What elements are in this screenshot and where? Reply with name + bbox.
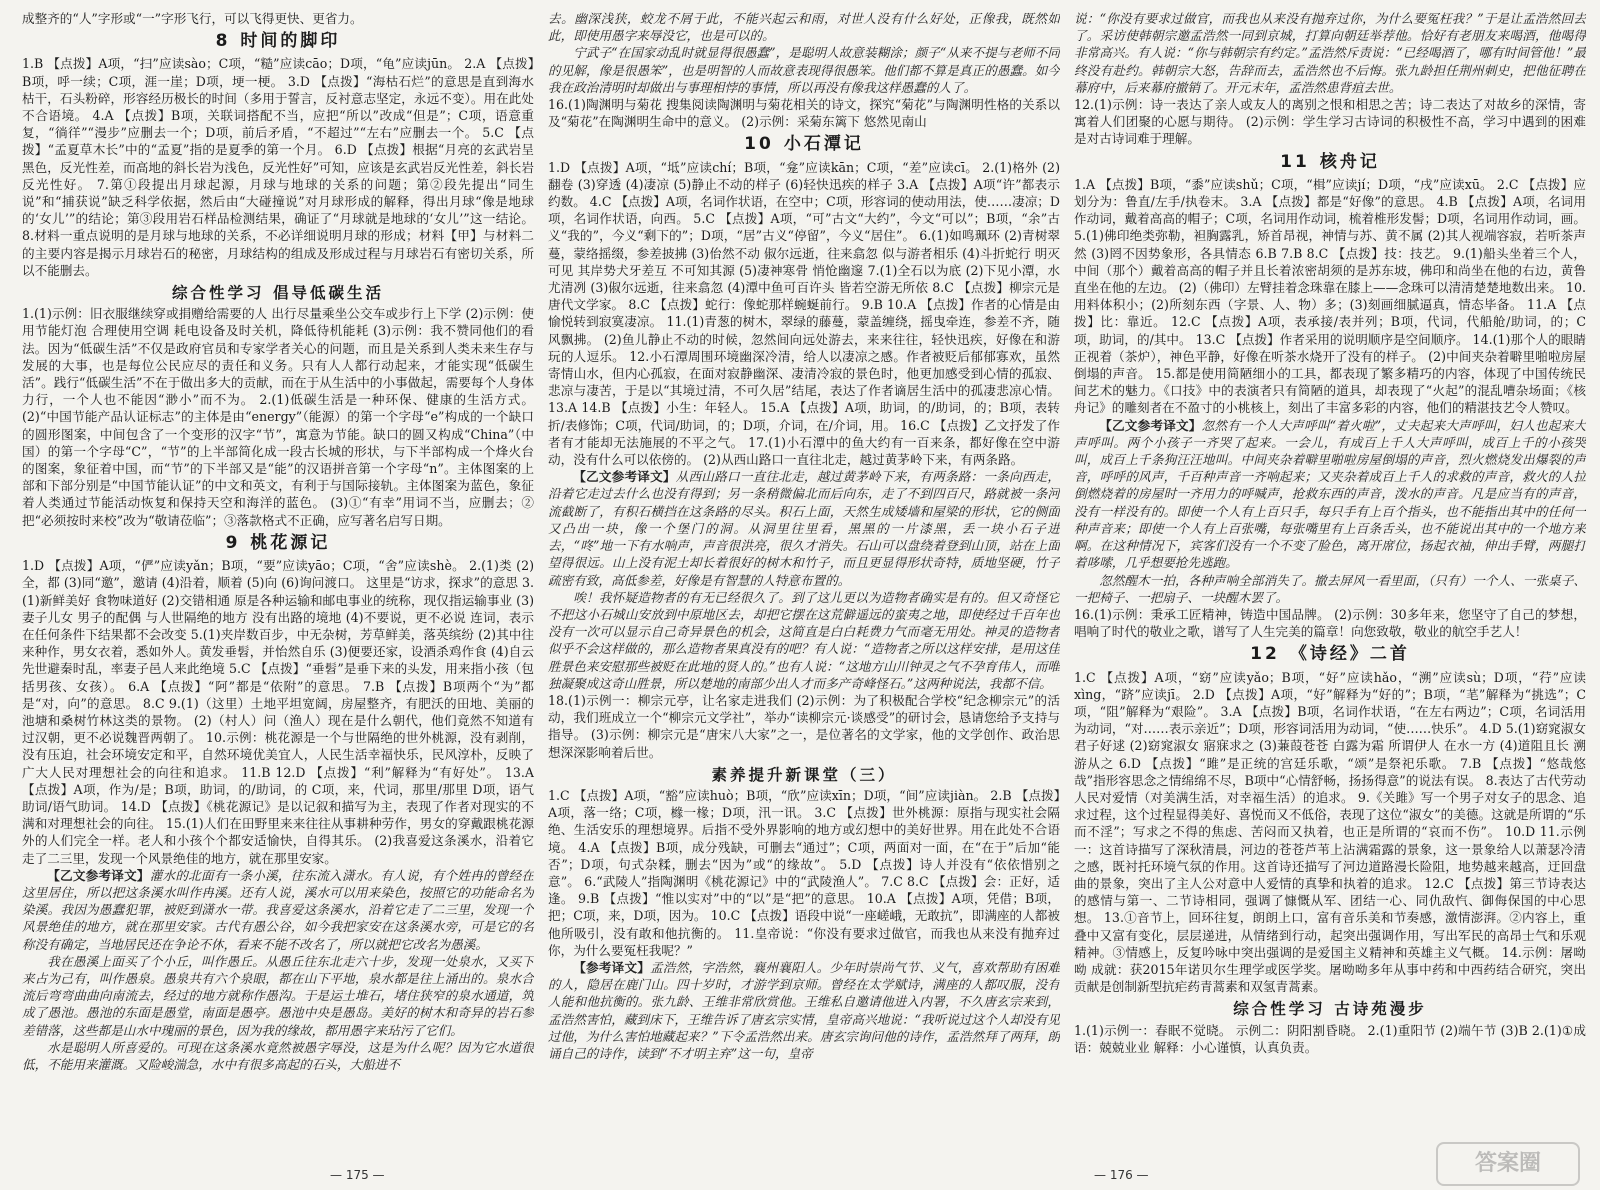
translation-continued xyxy=(548,10,1060,96)
section-8-answers: 1.B 【点拨】A项，“扫”应读sào；C项，“糙”应读cāo；D项，“龟”应读jūn。 2.A 【点拨】B项，呼一续；C项，涯一崖；D项，埂一梗。 3.D 【点拨】“海枯石烂”的意思是直到海水枯干，石头粉碎，形容经历极长的时间（多用于誓言，反衬意志坚定，永远不变）。用在此处不合语境。 4.A 【点拨】B项，关联词搭配不当，应把“所以”改成“但是”；C项，语意重复，“徜徉”“漫步”应删去一个；D项，前后矛盾，“不超过”“左右”应删去一个。 5.C 【点拨】“孟夏草木长”中的“孟夏”指的是夏季的第一个月。 6.D 【点拨】根据“月亮的玄武岩呈黑色，反光性差，而高地的斜长岩为浅色，反光性好”可知，应该是玄武岩反光性差，斜长岩反光性好。 7.第①段提出月球起源，月球与地球的关系的问题；第②段先提出“同生说”和“捕获说”缺乏科学依据，然后由“大碰撞说”对月球形成的解释，得出月球“像是地球的‘女儿’”的结论；第③段用岩石样品检测结果，确证了“月球就是地球的‘女儿’”这一结论。 8.材料一重点说明的是月球与地球的关系，不必详细说明月球的形成；材料【甲】与材料二的主要内容是揭示月球岩石的秘密，月球结构的组成及形成过程与月球岩石有密切关系，所以不能删去。 xyxy=(22,56,534,278)
section-title-10: 10 小石潭记 xyxy=(744,134,864,155)
column-left xyxy=(22,10,534,1150)
translation-block-1 xyxy=(22,867,534,1073)
comprehensive-study-title-3: 综合性学习 古诗苑漫步 xyxy=(1233,999,1427,1019)
question-18-answer: 18.(1)示例一：柳宗元亭，让名家走进我们 (2)示例：为了积极配合学校“纪念柳宗元”的活动，我们班成立一个“柳宗元文学社”，举办“读柳宗元·谈感受”的研讨会，恳请您给予支持与指导。 (3)示例：柳宗元是“唐宋八大家”之一，是位著名的文学家，他的文学创作、政治思想深深影响着后世。 xyxy=(548,692,1060,760)
literacy-class-title: 素养提升新课堂（三） xyxy=(711,764,897,784)
question-16-answer: 16.(1)陶渊明与菊花 搜集阅读陶渊明与菊花相关的诗文，探究“菊花”与陶渊明性格的关系以及“菊花”在陶渊明生命中的意义。 (2)示例：采菊东篱下 悠然见南山 xyxy=(548,97,1060,130)
literacy-class-answers: 1.C 【点拨】A项，“豁”应读huò；B项，“欣”应读xīn；D项，“间”应读jiàn。 2.B 【点拨】A项，落一络；C项，橼一椽；D项，汛一讯。 3.C 【点拨】世外桃源：原指与现实社会隔绝、生活安乐的理想境界。后指不受外界影响的地方或幻想中的美好世界。用在此处不合语境。 4.A 【点拨】B项，成分残缺，可删去“通过”；C项，两面对一面，在“在于”后加“能否”；D项，句式杂糅，删去“因为”或“的缘故”。 5.D 【点拨】诗人并没有“依依惜别之意”。 6.“武陵人”指陶渊明《桃花源记》中的“武陵渔人”。 7.C 8.C 【点拨】会：正好，适逢。 9.B 【点拨】“惟以实对”中的“以”是“把”的意思。 10.A 【点拨】A项，凭借；B项，把；C项，来，D项，因为。 10.C 【点拨】语段中说“一座嵯峨，无敢抗”，即满座的人都被他所吸引，没有敢和他抗衡的。 11.皇帝说：“你没有要求过做官，而我也从来没有抛弃过你，为什么要冤枉我呢？” xyxy=(548,787,1060,958)
translation-ref-label: 【乙文参考译文】 xyxy=(1099,417,1202,433)
comprehensive-study-title-1: 综合性学习 倡导低碳生活 xyxy=(172,283,384,303)
comprehensive-1-answers: 1.(1)示例：旧衣服继续穿或捐赠给需要的人 出行尽量乘坐公交车或步行上下学 (2)示例：使用节能灯泡 合理使用空调 耗电设备及时关机，降低待机能耗 (3)示例：我不赞同他们的看法。因为“低碳生活”不仅是政府官员和专家学者关心的问题，而且是关系到人类未来生存与发展的大事，也是每位公民应尽的责任和义务。只有人人都行动起来，才能实现“低碳生活”。践行“低碳生活”不在于做出多大的贡献，而在于从生活中的小事做起，需要每个人身体力行，一个人也不能因“渺小”而不为。 2.(1)低碳生活是一种环保、健康的生活方式。 (2)“中国节能产品认证标志”的主体是由“energy”（能源）的第一个字母“e”构成的一个缺口的圆形图案，中间包含了一个变形的汉字“节”，寓意为节能。缺口的圆又构成“China”（中国）的第一个字母“C”，“节”的上半部简化成一段古长城的形状，与下半部构成一个烽火台的图案，象征着中国，而“节”的下半部又是“能”的汉语拼音第一个字母“n”。主体图案的上部和下部分别是“中国节能认证”的中文和英文，有利于与国际接轨。主体图案为蓝色，象征着人类通过节能活动恢复和保持天空和海洋的蓝色。 (3)①“有幸”用词不当，应删去；②把“必须按时来校”改为“敬请莅临”；③落款格式不正确，应写著名启写日期。 xyxy=(22,306,534,528)
translation-ref-label: 【乙文参考译文】 xyxy=(47,867,150,883)
continued-translation: 说：“你没有要求过做官，而我也从来没有抛弃过你，为什么要冤枉我？”于是让孟浩然回去了。采访使韩朝宗邀孟浩然一同到京城，打算向朝廷举荐他。恰好有老朋友来喝酒，他喝得非常高兴。有人说：“你与韩朝宗有约定。”孟浩然斥责说：“已经喝酒了，哪有时间管他！”最终没有赴约。韩朝宗大怒，告辞而去，孟浩然也不后悔。张九龄担任荆州刺史，把他征聘在幕府中，后来幕府撤销了。开元末年，孟浩然患背疽去世。 xyxy=(1074,11,1586,95)
translation-paragraph: 我在愚溪上面买了个小丘，叫作愚丘。从愚丘往东北走六十步，发现一处泉水，又买下来占为己有，叫作愚泉。愚泉共有六个泉眼，都在山下平地，泉水都是往上涌出的。泉水合流后弯弯曲曲向南流去，经过的地方就称作愚沟。于是运土堆石，堵住狭窄的泉水通道，筑成了愚池。愚池的东面是愚堂，南面是愚亭。愚池中央是愚岛。美好的树木和奇异的岩石参差错落，这些都是山水中瑰丽的景色，因为我的缘故，都用愚字来玷污了它们。 xyxy=(22,953,534,1038)
translation-paragraph: 去。幽深浅狭，蛟龙不屑于此，不能兴起云和雨，对世人没有什么好处，正像我，既然如此，即使用愚字来辱没它，也是可以的。 xyxy=(548,11,1060,44)
translation-block-4 xyxy=(1074,417,1586,606)
translation-paragraph: 忽然有一个人大声呼叫“着火啦”，丈夫起来大声呼叫，妇人也起来大声呼叫。两个小孩子一齐哭了起来。一会儿，有成百上千人大声呼叫，成百上千的小孩哭叫，成百上千条狗汪汪地叫。中间夹杂着噼里啪啦房屋倒塌的声音，烈火燃烧发出爆裂的声音，呼呼的风声，千百种声音一齐响起来；又夹杂着成百上千人的求救的声音，救火的人拉倒燃烧着的房屋时一齐用力的呼喊声，抢救东西的声音，泼水的声音。凡是应当有的声音，没有一样没有的。即使一个人有上百只手，每只手有上百个指头，也不能指出其中的任何一种声音来；即使一个人有上百张嘴，每张嘴里有上百条舌头，也不能说出其中的一个地方来啊。在这种情况下，宾客们没有一个不变了脸色，离开席位，扬起衣袖，伸出手臂，两腿打着哆嗦，几乎想要抢先逃跑。 xyxy=(1074,417,1586,571)
section-10-answers: 1.D 【点拨】A项，“坻”应读chí；B项，“龛”应读kān；C项，“差”应读cī。 2.(1)格外 (2)翻卷 (3)穿透 (4)凄凉 (5)静止不动的样子 (6)轻快迅疾的样子 3.A 【点拨】A项“许”都表示约数。 4.C 【点拨】A项，名词作状语，在空中；C项，形容词的使动用法，使……凄凉；D项，名词作状语，向西。 5.C 【点拨】A项，“可”古文“大约”，今文“可以”；B项，“余”古义“我的”，今义“剩下的”；D项，“居”古义“停留”，今义“居住”。 6.(1)如鸣珮环 (2)青树翠蔓，蒙络摇缀，参差披拂 (3)佁然不动 俶尔远逝，往来翕忽 似与游者相乐 (4)斗折蛇行 明灭可见 其岸势犬牙差互 不可知其源 (5)凄神寒骨 悄怆幽邃 7.(1)全石以为底 (2)下见小潭，水尤清冽 (3)俶尔远逝，往来翕忽 (4)潭中鱼可百许头 皆若空游无所依 8.C 【点拨】柳宗元是唐代文学家。 8.C 【点拨】蛇行：像蛇那样蜿蜒前行。 9.B 10.A 【点拨】作者的心情是由愉悦转到寂寞凄凉。 11.(1)青葱的树木，翠绿的藤蔓，蒙盖缠绕，摇曳牵连，参差不齐，随风飘拂。 (2)鱼儿静止不动的时候，忽然间向远处游去，来来往往，轻快迅疾，好像在和游玩的人逗乐。 12.小石潭周围环境幽深冷清，给人以凄凉之感。作者被贬后郁郁寡欢，虽然寄情山水，但内心孤寂，在面对寂静幽深、凄清冷寂的景色时，他更加感受到心情的孤寂、悲凉与凄苦，于是以“其境过清，不可久居”结尾，表达了作者谪居生活中的孤凄悲凉心情。 13.A 14.B 【点拨】小生：年轻人。 15.A 【点拨】A项，助词，的/助词，的；B项，表转折/表修饰；C项，代词/助词，的；D项，介词，在/介词，用。 16.C 【点拨】乙文抒发了作者有才能却无法施展的不平之气。 17.(1)小石潭中的鱼大约有一百来条，都好像在空中游动，没有什么可以依傍的。 (2)从西山路口一直往北走，越过黄茅岭下来，有两条路。 xyxy=(548,159,1060,468)
column-middle xyxy=(548,10,1060,1150)
column-right xyxy=(1074,10,1586,1150)
translation-block-3 xyxy=(548,959,1060,1062)
page-number-left: — 175 — xyxy=(330,1168,385,1182)
section-12-answers: 1.C 【点拨】A项，“窈”应读yǎo；B项，“好”应读hǎo，“溯”应读sù；D项，“荇”应读xìng，“跻”应读jī。 2.D 【点拨】A项，“好”解释为“好的”；B项，“芼”解释为“挑选”；C项，“阻”解释为“艰险”。 3.A 【点拨】B项，名词作状语，“在左右两边”；C项，名词活用为动词，“对……表示亲近”；D项，形容词活用为动词，“使……快乐”。 4.D 5.(1)窈窕淑女 君子好逑 (2)窈窕淑女 寤寐求之 (3)蒹葭苍苍 白露为霜 所谓伊人 在水一方 (4)道阻且长 溯游从之 6.D 【点拨】“雎”是正统的宫廷乐歌，“颂”是祭祀乐歌。 7.B 【点拨】“悠哉悠哉”指形容思念之情绵绵不尽，B项中“心情舒畅，扬扬得意”的说法有误。 8.表达了古代劳动人民对爱情（对美满生活，对幸福生活）的追求。 9.《关雎》写一个男子对女子的思念、追求过程，这个过程显得美好、喜悦而又不低俗，表现了这位“淑女”的美德。这就是所谓的“乐而不淫”；写求之不得的焦虑、苦闷而又执着，也正是所谓的“哀而不伤”。 10.D 11.示例一：这首诗描写了深秋清晨，河边的苍苍芦苇上沾满霜露的景象，这一景象给人以萧瑟冷清之感，既衬托环境气氛的作用。这首诗还描写了河边道路漫长险阻，地势越来越高，迂回盘曲的景象，突出了主人公对意中人爱情的真挚和执着的追求。 12.C 【点拨】第三节诗表达的感情与第一、二节诗相同，强调了慷慨从军、团结一心、同仇敌忾、御侮保国的中心思想。 13.①音节上，回环往复，朗朗上口，富有音乐美和节奏感，激情澎湃。②内容上，重叠中又富有变化，层层递进，从情绪到行动，起突出强调作用，写出军民的高昂士气和乐观精神。③情感上，反复吟咏中突出强调的是爱国主义精神和英雄主义气概。 14.示例：屠呦呦 成就：获2015年诺贝尔生理学或医学奖。屠呦呦多年从事中药和中西药结合研究，突出贡献是创制新型抗疟药青蒿素和双氢青蒿素。 xyxy=(1074,669,1586,995)
translation-paragraph: 水是聪明人所喜爱的。可现在这条溪水竟然被愚字辱没，这是为什么呢？因为它水道很低，不能用来灌溉。又险峻湍急，水中有很多高起的石头，大船进不 xyxy=(22,1039,534,1072)
translation-ref-label: 【参考译文】 xyxy=(573,959,651,975)
translation-paragraph: 忽然醒木一拍，各种声响全部消失了。撤去屏风一看里面，（只有）一个人、一张桌子、一把椅子、一把扇子、一块醒木罢了。 xyxy=(1074,572,1586,605)
section-9-answers: 1.D 【点拨】A项，“俨”应读yǎn；B项，“要”应读yāo；C项，“舍”应读shè。 2.(1)类 (2)全，都 (3)同“邀”，邀请 (4)沿着，顺着 (5)向 (6)询问渡口。 这里是“访求，探求”的意思 3.(1)新鲜美好 食物味道好 (2)交错相通 原是各种运输和邮电事业的统称，现仅指运输事业 (3)妻子儿女 男子的配偶 与人世隔绝的地方 没有出路的境地 (4)不要说，更不必说 连词，表示在任何条件下结果都不会改变 5.(1)夹岸数百步，中无杂树，芳草鲜美，落英缤纷 (2)其中往来种作，男女衣着，悉如外人。黄发垂髫，并怡然自乐 (3)便要还家，设酒杀鸡作食 (4)自云先世避秦时乱，率妻子邑人来此绝境 5.C 【点拨】“垂髫”是垂下来的头发，用来指小孩（包括男孩、女孩）。 6.A 【点拨】“阿”都是“依附”的意思。 7.B 【点拨】B项两个“为”都是“对，向”的意思。 8.C 9.(1)（这里）土地平坦宽阔，房屋整齐，有肥沃的田地、美丽的池塘和桑树竹林这类的景物。 (2)（村人）问（渔人）现在是什么朝代，他们竟然不知道有过汉朝，更不必说魏晋两朝了。 10.示例：桃花源是一个与世隔绝的世外桃源，没有剥削，没有压迫，社会环境安定和平，自然环境优美宜人，人民生活幸福快乐，民风淳朴，反映了广大人民对理想社会的向往和追求。 11.B 12.D 【点拨】“利”解释为“有好处”。 13.A 【点拨】A项，作为/是；B项，助词，的/助词，的 C项，来，代词，那里/那里 D项，语气助词/语气助词。 14.D 【点拨】《桃花源记》是以记叙和描写为主，表现了作者对现实的不满和对理想社会的向往。 15.(1)人们在田野里来来往往从事耕种劳作，男女的穿戴跟桃花源外的人们完全一样。老人和小孩个个都安适愉快，自得其乐。 (2)我喜爱这条溪水，沿着它走了二三里，发现一个风景绝佳的地方，就在那里安家。 xyxy=(22,558,534,866)
translation-block-2 xyxy=(548,468,1060,692)
watermark-logo: 答案圈 xyxy=(1436,1142,1580,1186)
translation-paragraph: 宁武子“在国家动乱时就显得很愚蠢”，是聪明人故意装糊涂；颜子“从来不提与老师不同的见解，像是很愚笨”，也是明智的人而故意表现得很愚笨。他们都不算是真正的愚蠢。如今我在政治清明时却做出与事理相悖的事情，所以再没有像我这样愚蠢的人了。 xyxy=(548,45,1060,95)
page-number-right: — 176 — xyxy=(1094,1168,1149,1182)
section-title-9: 9 桃花源记 xyxy=(225,532,331,553)
section-title-11: 11 核舟记 xyxy=(1280,151,1380,172)
intro-text: 成整齐的“人”字形或“一”字形飞行，可以飞得更快、更省力。 xyxy=(22,11,363,26)
section-title-8: 8 时间的脚印 xyxy=(215,31,341,52)
translation-paragraph: 孟浩然，字浩然，襄州襄阳人。少年时崇尚气节、义气，喜欢帮助有困难的人，隐居在鹿门山。四十岁时，才游学到京师。曾经在太学赋诗，满座的人都叹服，没有人能和他抗衡的。张九龄、王维非常欣赏他。王维私自邀请他进入内署，不久唐玄宗来到，孟浩然害怕，藏到床下，王维告诉了唐玄宗实情，皇帝高兴地说：“我听说过这个人却没有见过他，为什么害怕地藏起来？”下令孟浩然出来。唐玄宗询问他的诗作，孟浩然拜了两拜，朗诵自己的诗作，读到“不才明主弃”这一句，皇帝 xyxy=(548,959,1060,1061)
section-11-answers: 1.A 【点拨】B项，“黍”应读shǔ；C项，“楫”应读jí；D项，“戌”应读xū。 2.C 【点拨】应划分为：鲁直/左手/执卷末。 3.A 【点拨】都是“好像”的意思。 4.B 【点拨】A项，名词用作动词，戴着高高的帽子；C项，名词用作动词，梳着椎形发髻；D项，名词用作动词，画。 5.(1)佛印绝类弥勒，袒胸露乳，矫首昂视，神情与苏、黄不属 (2)其人视端容寂，若听茶声然 (3)罔不因势象形，各具情态 6.B 7.B 8.C 【点拨】技：技艺。 9.(1)船头坐着三个人，中间（那个）戴着高高的帽子并且长着浓密胡须的是苏东坡，佛印和尚坐在他的右边，黄鲁直坐在他的左边。 (2)（佛印）左臂挂着念珠靠在膝上——念珠可以清清楚楚地数出来。 10.用料体积小；(2)所刻东西（字景、人、物）多；(3)刻画细腻逼真，情态毕备。 11.A 【点拨】比：靠近。 12.C 【点拨】A项，表承接/表并列；B项，代词，代船舱/助词，的；C项，助词，的/其中。 13.C 【点拨】作者采用的说明顺序是空间顺序。 14.(1)那个人的眼睛正视着（茶炉），神色平静，好像在听茶水烧开了没有的样子。 (2)中间夹杂着噼里啪啦房屋倒塌的声音。 15.都是使用简陋细小的工具，都表现了繁多精巧的内容，体现了中国传统民间艺术的魅力。《口技》中的表演者只有简陋的道具，却表现了“火起”的混乱嘈杂场面；《核舟记》的雕刻者在不盈寸的小桃核上，刻出了丰富多彩的内容，他们的精湛技艺令人赞叹。 xyxy=(1074,176,1586,416)
question-12-answer: 12.(1)示例：诗一表达了亲人或友人的离别之恨和相思之苦；诗二表达了对故乡的深情，寄寓着人们团聚的心愿与期待。 (2)示例：学生学习古诗词的积极性不高，学习中遇到的困难是对古诗词难于理解。 xyxy=(1074,97,1586,147)
question-16-answer-right: 16.(1)示例：秉承工匠精神，铸造中国品牌。 (2)示例：30多年来，您坚守了自己的梦想，唱响了时代的敬业之歌，谱写了人生完美的篇章！向您致敬，敬业的航空手艺人！ xyxy=(1074,606,1586,640)
translation-paragraph: 唉！我怀疑造物者的有无已经很久了。到了这儿更以为造物者确实是有的。但又奇怪它不把这小石城山安放到中原地区去，却把它摆在这荒僻遥远的蛮夷之地，即使经过千百年也没有一次可以显示自己奇异景色的机会，这简直是白白耗费力气而毫无用处。神灵的造物者似乎不会这样做的，那么造物者果真没有的吧？有人说：“造物者之所以这样安排，是用这佳胜景色来安慰那些被贬在此地的贤人的。”也有人说：“这地方山川钟灵之气不孕育伟人，而唯独凝聚成这奇山胜景，所以楚地的南部少出人才而多产奇峰怪石。”这两种说法，我都不信。 xyxy=(548,589,1060,691)
translation-paragraph: 从西山路口一直往北走，越过黄茅岭下来，有两条路：一条向西走，沿着它走过去什么也没有得到；另一条稍微偏北而后向东，走了不到四百尺，路就被一条河流截断了，有积石横挡在这条路的尽头。积石上面，天然生成矮墙和屋梁的形状，它的侧面又凸出一块，像一个堡门的洞。从洞里往里看，黑黑的一片漆黑，丢一块小石子进去，“咚”地一下有水响声，声音很洪亮，很久才消失。石山可以盘绕着登到山顶，站在上面望得很远。山上没有泥土却长着很好的树木和竹子，而且更显得形状奇特，质地坚硬，竹子疏密有致，高低参差，好像是有智慧的人特意布置的。 xyxy=(548,469,1060,588)
section-title-12: 12 《诗经》二首 xyxy=(1250,644,1410,665)
comprehensive-3-answers: 1.(1)示例一：春眠不觉晓。 示例二：阴阳割昏晓。 2.(1)重阳节 (2)端午节 (3)B 2.(1)①成语：兢兢业业 解释：小心谨慎，认真负责。 xyxy=(1074,1022,1586,1055)
translation-paragraph: 灌水的北面有一条小溪，往东流入潇水。有人说，有个姓冉的曾经在这里居住，所以把这条溪水叫作冉溪。还有人说，溪水可以用来染色，按照它的功能命名为染溪。我因为愚蠢犯罪，被贬到潇水一带。我喜爱这条溪水，沿着它走了二三里，发现一个风景绝佳的地方，就在那里安家。古代有愚公谷，如今我把家安在这条溪水旁，可是它的名称没有确定，当地居民还在争论不休，看来不能不改名了，所以就把它改名为愚溪。 xyxy=(22,867,534,952)
translation-ref-label: 【乙文参考译文】 xyxy=(573,469,676,485)
